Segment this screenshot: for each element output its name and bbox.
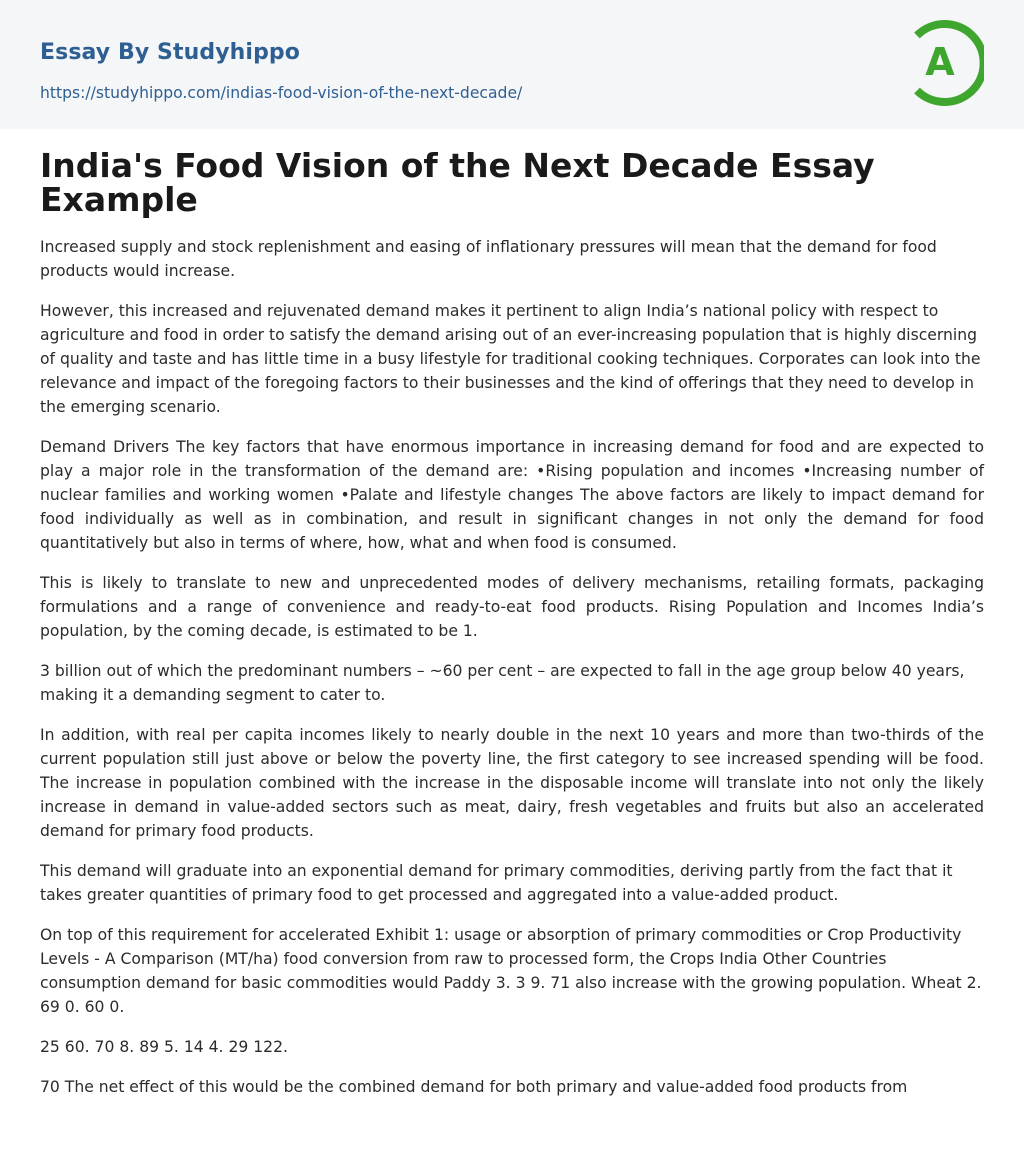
studyhippo-logo-icon[interactable]: [898, 20, 984, 106]
article-body: [40, 146, 984, 1115]
paragraph-10: 70 The net effect of this would be the combined demand for both primary and value-added food products from: [40, 1078, 908, 1096]
paragraph-8: On top of this requirement for accelerated Exhibit 1: usage or absorption of primary commodities or Crop Productivity Levels - A Comparison (MT/ha) food conversion from raw to processed form, the Crops India Other Countries consumption demand for basic commodities would Paddy 3. 3 9. 71 also increase with the growing population. Wheat 2. 69 0. 60 0.: [40, 926, 982, 1016]
paragraph-4: This is likely to translate to new and unprecedented modes of delivery mechanisms, retailing formats, packaging formulations and a range of convenience and ready-to-eat food products. Rising Population and Incomes India’s population, by the coming decade, is estimated to be 1.: [40, 574, 984, 640]
paragraph-5: 3 billion out of which the predominant numbers – ~60 per cent – are expected to fall in the age group below 40 years, making it a demanding segment to cater to.: [40, 662, 965, 704]
site-brand[interactable]: Essay By Studyhippo: [40, 40, 300, 65]
logo-letter: A: [925, 40, 955, 84]
article-title: India's Food Vision of the Next Decade Essay Example: [40, 146, 875, 219]
paragraph-6: In addition, with real per capita incomes likely to nearly double in the next 10 years and more than two-thirds of the current population still just above or below the poverty line, the first category to see increased spending will be food. The increase in population combined with the increase in the disposable income will translate into not only the likely increase in demand in value-added sectors such as meat, dairy, fresh vegetables and fruits but also an accelerated demand for primary food products.: [40, 726, 984, 840]
paragraph-3: Demand Drivers The key factors that have enormous importance in increasing demand for food and are expected to play a major role in the transformation of the demand are: •Rising population and incomes •Increasing number of nuclear families and working women •Palate and lifestyle changes The above factors are likely to impact demand for food individually as well as in combination, and result in significant changes in not only the demand for food quantitatively but also in terms of where, how, what and when food is consumed.: [40, 438, 984, 552]
paragraph-1: Increased supply and stock replenishment and easing of inflationary pressures will mean that the demand for food products would increase.: [40, 238, 937, 280]
site-header: [0, 0, 1024, 129]
paragraph-7: This demand will graduate into an exponential demand for primary commodities, deriving partly from the fact that it takes greater quantities of primary food to get processed and aggregated into a value-added product.: [40, 862, 953, 904]
article-url-link[interactable]: https://studyhippo.com/indias-food-vision-of-the-next-decade/: [40, 84, 523, 102]
paragraph-9: 25 60. 70 8. 89 5. 14 4. 29 122.: [40, 1038, 288, 1056]
paragraph-2: However, this increased and rejuvenated demand makes it pertinent to align India’s national policy with respect to agriculture and food in order to satisfy the demand arising out of an ever-increasing population that is highly discerning of quality and taste and has little time in a busy lifestyle for traditional cooking techniques. Corporates can look into the relevance and impact of the foregoing factors to their businesses and the kind of offerings that they need to develop in the emerging scenario.: [40, 302, 981, 416]
